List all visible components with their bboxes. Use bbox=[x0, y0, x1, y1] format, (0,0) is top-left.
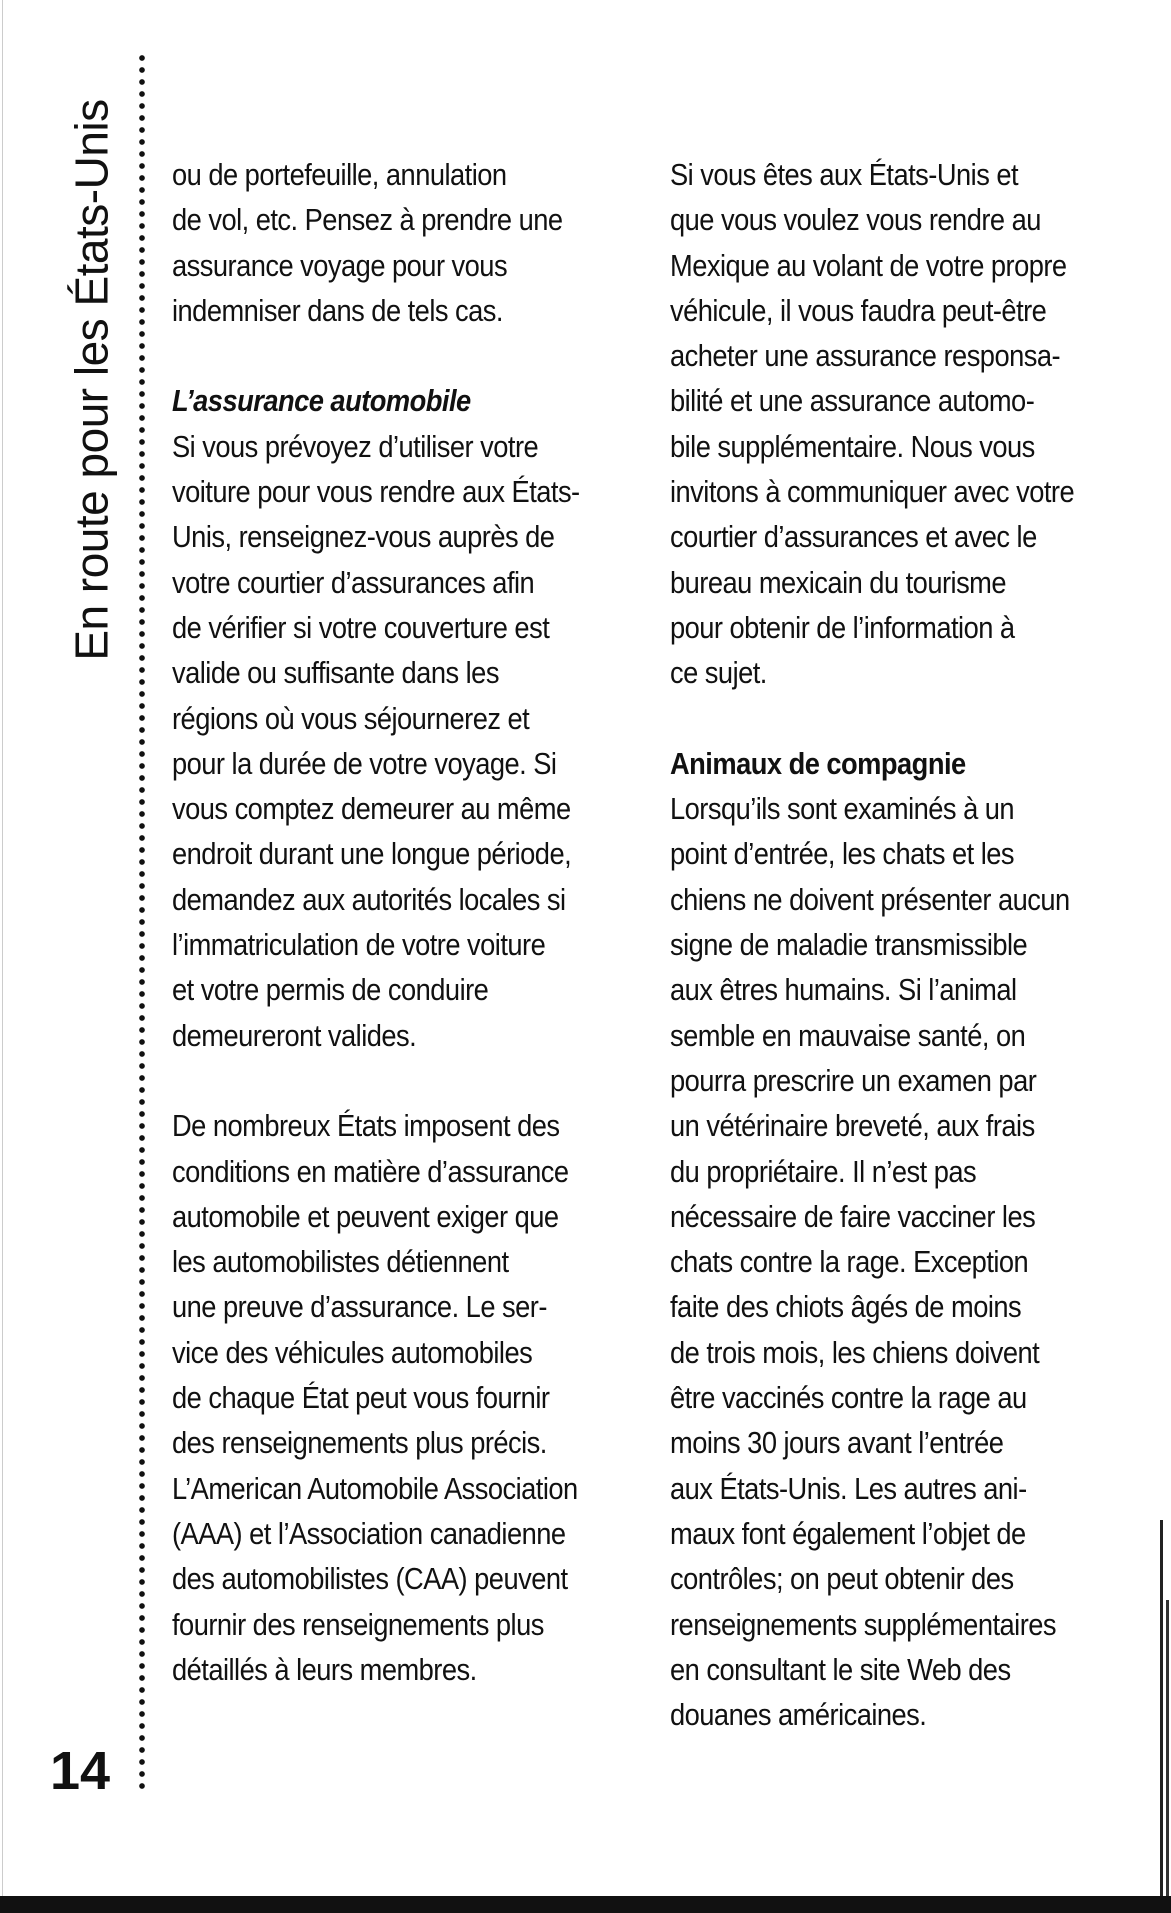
side-heading bbox=[52, 60, 132, 700]
text-line: Lorsqu’ils sont examinés à un bbox=[670, 791, 1015, 827]
text-line: bureau mexicain du tourisme bbox=[670, 564, 1007, 600]
text-line: assurance voyage pour vous bbox=[172, 247, 508, 283]
text-line: de chaque État peut vous fournir bbox=[172, 1380, 550, 1416]
text-line: conditions en matière d’assurance bbox=[172, 1153, 569, 1189]
text-line: les automobilistes détiennent bbox=[172, 1244, 509, 1280]
scan-edge-bottom bbox=[0, 1896, 1171, 1913]
section-heading-pets: Animaux de compagnie bbox=[670, 745, 966, 781]
text-line: que vous voulez vous rendre au bbox=[670, 202, 1041, 238]
text-line: l’immatriculation de votre voiture bbox=[172, 927, 546, 963]
text-line: chiens ne doivent présenter aucun bbox=[670, 881, 1070, 917]
text-line: chats contre la rage. Exception bbox=[670, 1244, 1029, 1280]
text-line: acheter une assurance responsa- bbox=[670, 338, 1061, 374]
scan-edge-right bbox=[1160, 1520, 1163, 1896]
text-line: invitons à communiquer avec votre bbox=[670, 474, 1075, 510]
text-line: pour obtenir de l’information à bbox=[670, 609, 1015, 645]
text-line: des automobilistes (CAA) peuvent bbox=[172, 1561, 568, 1597]
text-line: De nombreux États imposent des bbox=[172, 1108, 560, 1144]
left-paragraph-3 bbox=[172, 1103, 665, 1692]
dotted-divider bbox=[138, 52, 146, 1792]
scan-edge-left bbox=[2, 0, 3, 1913]
text-line: de vol, etc. Pensez à prendre une bbox=[172, 202, 563, 238]
text-line: automobile et peuvent exiger que bbox=[172, 1198, 559, 1234]
text-line: Si vous prévoyez d’utiliser votre bbox=[172, 428, 539, 464]
text-line: L’American Automobile Association bbox=[172, 1470, 578, 1506]
text-line: moins 30 jours avant l’entrée bbox=[670, 1425, 1004, 1461]
text-line: signe de maladie transmissible bbox=[670, 927, 1028, 963]
scan-edge-right-2 bbox=[1166, 1600, 1169, 1896]
text-line: bile supplémentaire. Nous vous bbox=[670, 428, 1035, 464]
text-line: Unis, renseignez-vous auprès de bbox=[172, 519, 555, 555]
text-line: douanes américaines. bbox=[670, 1697, 927, 1733]
text-line: de vérifier si votre couverture est bbox=[172, 609, 550, 645]
text-line: vous comptez demeurer au même bbox=[172, 791, 571, 827]
text-line: pourra prescrire un examen par bbox=[670, 1062, 1037, 1098]
text-line: véhicule, il vous faudra peut-être bbox=[670, 292, 1047, 328]
left-column bbox=[172, 152, 665, 1692]
text-line: en consultant le site Web des bbox=[670, 1651, 1011, 1687]
text-line: et votre permis de conduire bbox=[172, 972, 489, 1008]
text-line: du propriétaire. Il n’est pas bbox=[670, 1153, 977, 1189]
text-line: point d’entrée, les chats et les bbox=[670, 836, 1015, 872]
page-number: 14 bbox=[50, 1741, 111, 1801]
text-line: ou de portefeuille, annulation bbox=[172, 157, 507, 192]
text-line: fournir des renseignements plus bbox=[172, 1606, 544, 1642]
side-heading-text: En route pour les États-Unis bbox=[66, 99, 118, 661]
text-line: des renseignements plus précis. bbox=[172, 1425, 547, 1461]
left-paragraph-1 bbox=[172, 152, 665, 333]
text-line: contrôles; on peut obtenir des bbox=[670, 1561, 1014, 1597]
text-line: endroit durant une longue période, bbox=[172, 836, 572, 872]
text-line: demeureront valides. bbox=[172, 1017, 417, 1053]
text-line: courtier d’assurances et avec le bbox=[670, 519, 1037, 555]
text-line: nécessaire de faire vacciner les bbox=[670, 1198, 1036, 1234]
text-line: maux font également l’objet de bbox=[670, 1515, 1026, 1551]
right-paragraph-2 bbox=[670, 786, 1136, 1737]
text-line: régions où vous séjournerez et bbox=[172, 700, 530, 736]
text-line: bilité et une assurance automo- bbox=[670, 383, 1035, 419]
text-line: une preuve d’assurance. Le ser- bbox=[172, 1289, 547, 1325]
text-line: vice des véhicules automobiles bbox=[172, 1334, 533, 1370]
text-line: votre courtier d’assurances afin bbox=[172, 564, 535, 600]
right-column bbox=[670, 152, 1136, 1737]
text-line: faite des chiots âgés de moins bbox=[670, 1289, 1022, 1325]
section-heading-auto-insurance: L’assurance automobile bbox=[172, 383, 471, 419]
text-line: renseignements supplémentaires bbox=[670, 1606, 1057, 1642]
text-line: valide ou suffisante dans les bbox=[172, 655, 499, 691]
text-line: demandez aux autorités locales si bbox=[172, 881, 566, 917]
text-line: voiture pour vous rendre aux États- bbox=[172, 474, 580, 510]
left-paragraph-2 bbox=[172, 424, 665, 1058]
text-line: pour la durée de votre voyage. Si bbox=[172, 745, 557, 781]
text-line: (AAA) et l’Association canadienne bbox=[172, 1515, 566, 1551]
text-line: ce sujet. bbox=[670, 655, 767, 691]
text-line: de trois mois, les chiens doivent bbox=[670, 1334, 1040, 1370]
text-line: aux êtres humains. Si l’animal bbox=[670, 972, 1017, 1008]
text-line: être vaccinés contre la rage au bbox=[670, 1380, 1027, 1416]
text-line: aux États-Unis. Les autres ani- bbox=[670, 1470, 1027, 1506]
text-line: détaillés à leurs membres. bbox=[172, 1651, 477, 1687]
right-paragraph-1 bbox=[670, 152, 1136, 696]
text-line: un vétérinaire breveté, aux frais bbox=[670, 1108, 1035, 1144]
text-line: semble en mauvaise santé, on bbox=[670, 1017, 1026, 1053]
text-line: indemniser dans de tels cas. bbox=[172, 292, 503, 328]
text-line: Si vous êtes aux États-Unis et bbox=[670, 157, 1019, 192]
text-line: Mexique au volant de votre propre bbox=[670, 247, 1067, 283]
